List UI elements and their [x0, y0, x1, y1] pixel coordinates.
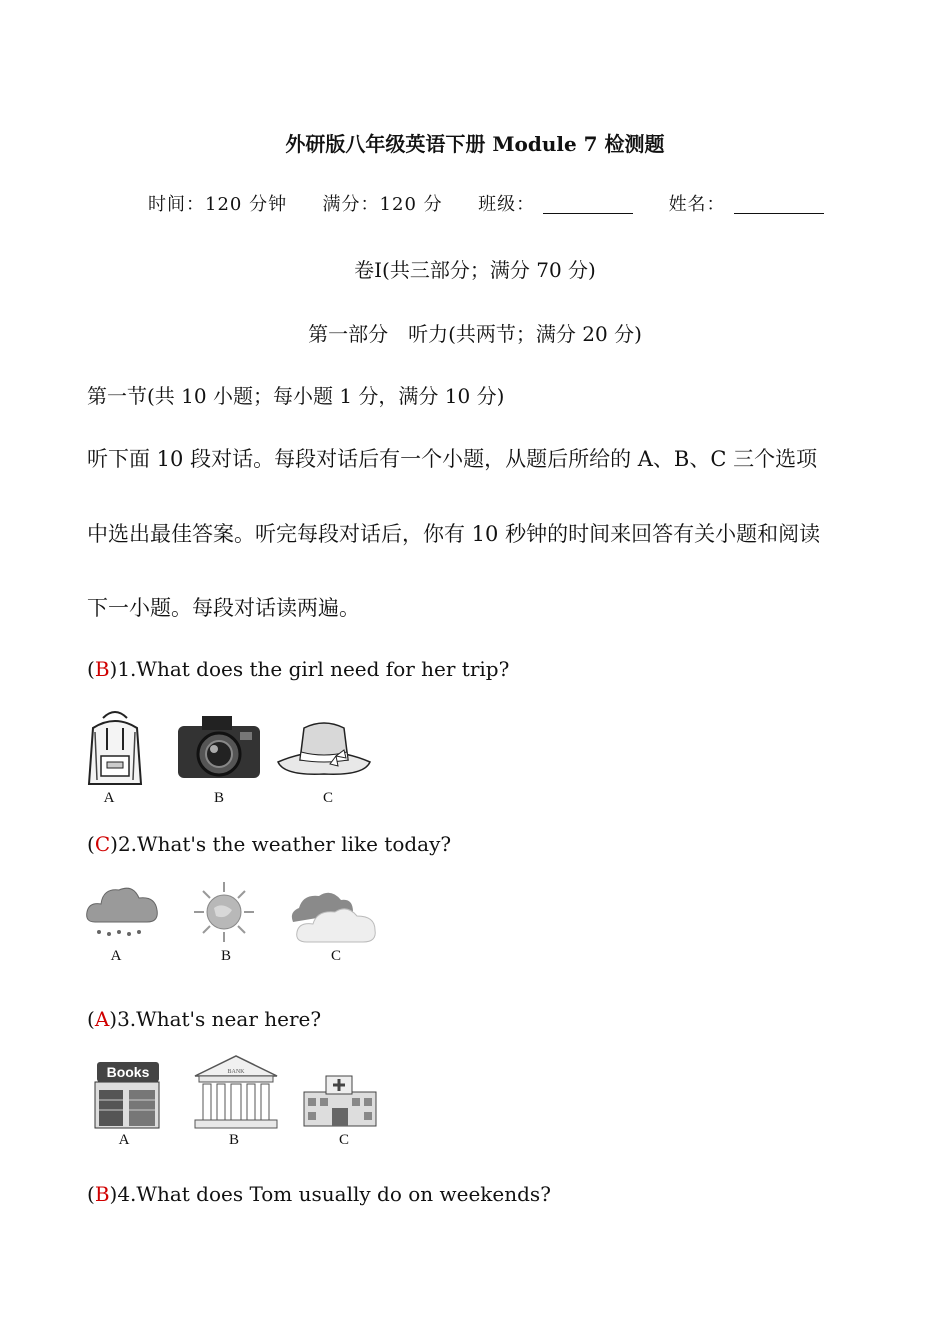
score-label: 满分：120 分 — [322, 194, 443, 215]
question-3-text: 3.What's near here? — [117, 1007, 322, 1031]
class-label: 班级： — [478, 194, 536, 215]
q2-option-c: C — [330, 948, 341, 964]
bank-sign-text: BANK — [227, 1069, 245, 1075]
bookstore-image — [91, 1060, 163, 1130]
name-label: 姓名： — [668, 194, 726, 215]
question-4: (B)4.What does Tom usually do on weekends? — [87, 1182, 551, 1206]
section-heading: 第一节(共 10 小题；每小题 1 分，满分 10 分) — [87, 384, 505, 408]
volume-heading: 卷Ⅰ(共三部分；满分 70 分) — [354, 258, 596, 282]
hat-image — [274, 718, 374, 780]
answer-4: B — [94, 1182, 110, 1206]
q3-option-c: C — [338, 1132, 349, 1148]
q3-option-b: B — [228, 1132, 239, 1148]
backpack-image — [85, 706, 145, 788]
document-title: 外研版八年级英语下册 Module 7 检测题 — [285, 132, 665, 156]
exam-meta — [148, 190, 824, 216]
class-blank — [543, 195, 633, 214]
sun-image — [192, 880, 256, 944]
instruction-line-1: 听下面 10 段对话。每段对话后有一个小题，从题后所给的 A、B、C 三个选项 — [87, 447, 818, 471]
q2-option-b: B — [220, 948, 231, 964]
q1-option-c: C — [322, 790, 333, 806]
question-1: (B)1.What does the girl need for her trip? — [87, 657, 510, 681]
bank-image — [193, 1054, 279, 1130]
bookstore-sign-text: Books — [106, 1064, 150, 1080]
instruction-line-3: 下一小题。每段对话读两遍。 — [87, 596, 360, 620]
q1-option-b: B — [213, 790, 224, 806]
question-3: (A)3.What's near here? — [87, 1007, 322, 1031]
answer-3: A — [94, 1007, 110, 1031]
answer-1: B — [94, 657, 110, 681]
answer-2: C — [94, 832, 111, 856]
question-4-text: 4.What does Tom usually do on weekends? — [117, 1182, 551, 1206]
name-blank — [734, 195, 824, 214]
cloudy-image — [287, 886, 379, 946]
q1-option-a: A — [103, 790, 115, 806]
question-1-text: 1.What does the girl need for her trip? — [117, 657, 510, 681]
instruction-line-2: 中选出最佳答案。听完每段对话后，你有 10 秒钟的时间来回答有关小题和阅读 — [87, 522, 821, 546]
camera-image — [176, 712, 262, 782]
hospital-image — [300, 1072, 380, 1128]
part-heading: 第一部分 听力(共两节；满分 20 分) — [308, 322, 642, 346]
q3-option-a: A — [118, 1132, 130, 1148]
question-2: (C)2.What's the weather like today? — [87, 832, 452, 856]
rain-cloud-image — [85, 882, 159, 944]
q2-option-a: A — [110, 948, 122, 964]
time-label: 时间：120 分钟 — [148, 194, 288, 215]
question-2-text: 2.What's the weather like today? — [117, 832, 452, 856]
